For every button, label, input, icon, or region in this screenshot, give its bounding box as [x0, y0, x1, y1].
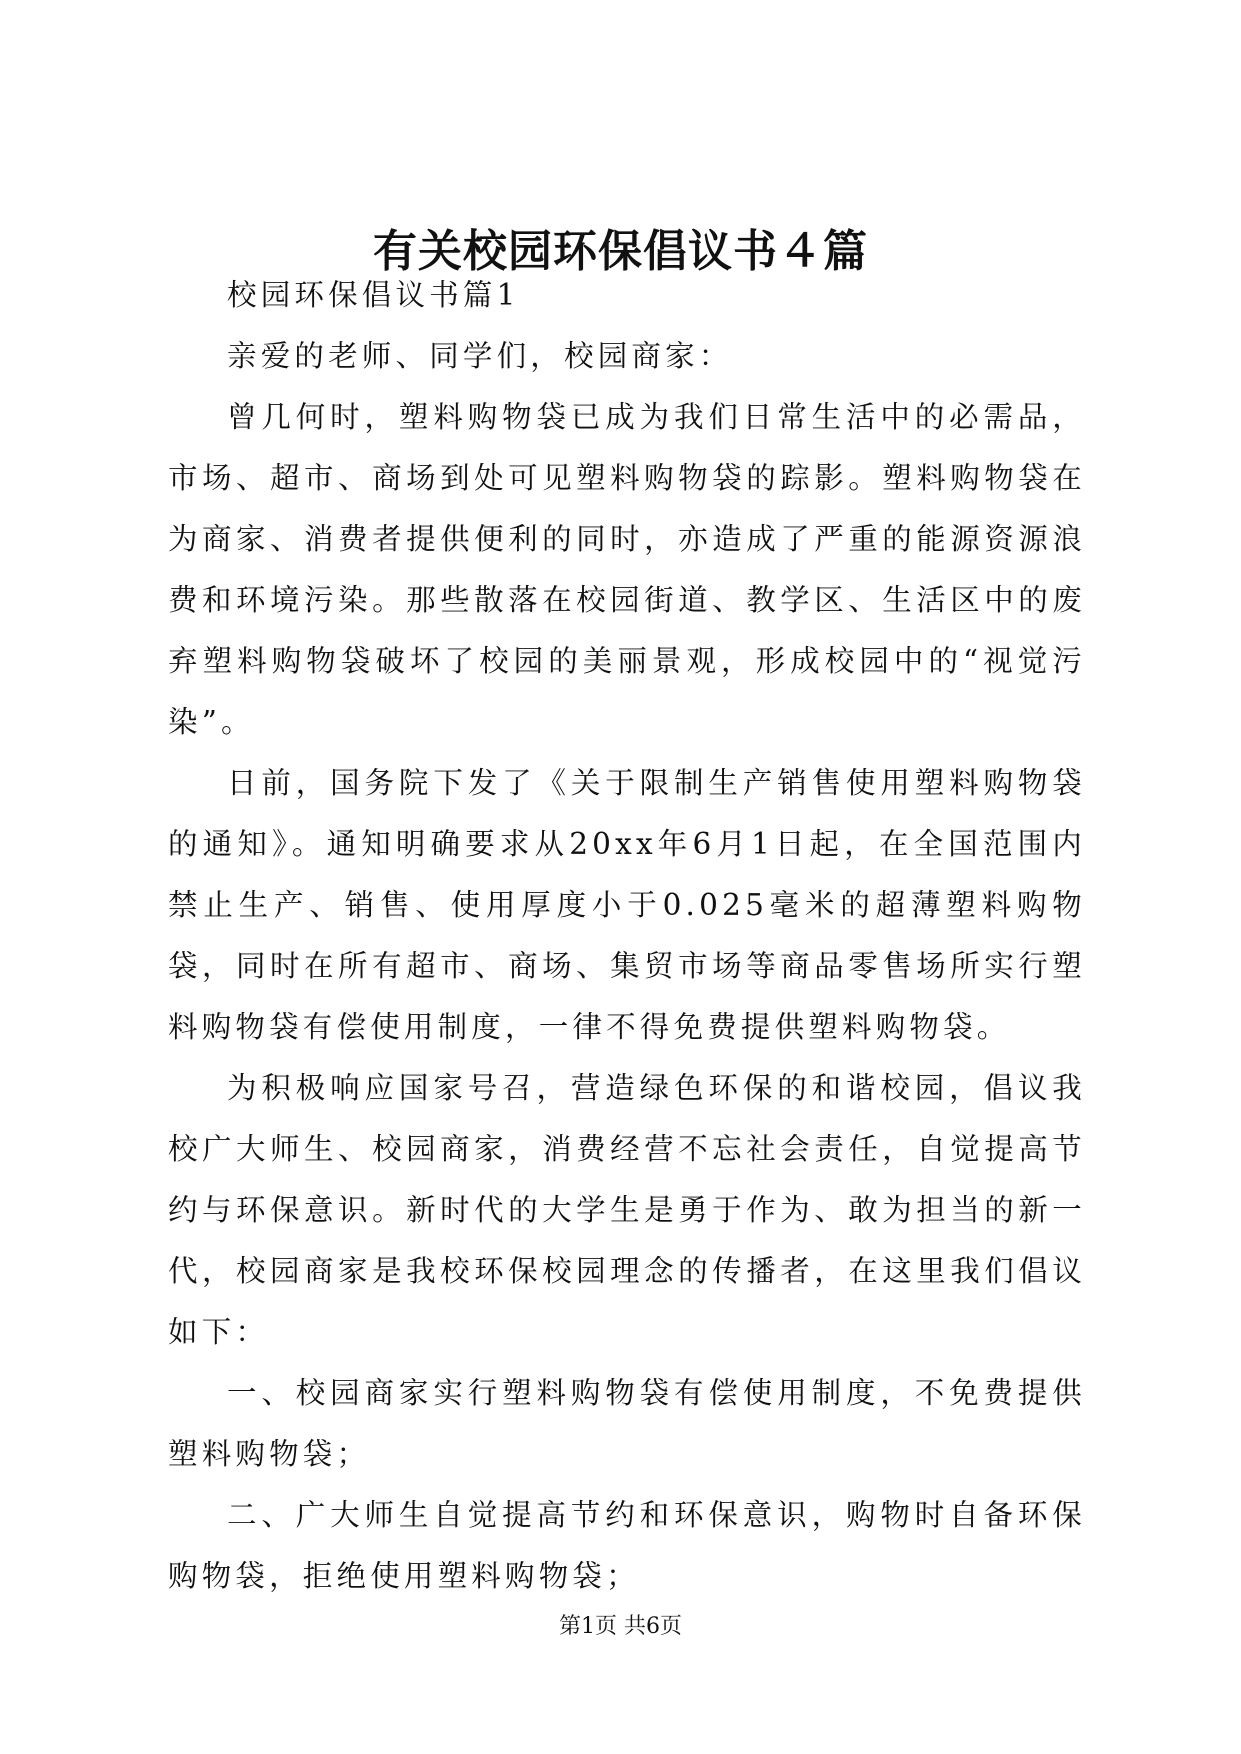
paragraph-background: 曾几何时，塑料购物袋已成为我们日常生活中的必需品，市场、超市、商场到处可见塑料购物袋的踪影。塑料购物袋在为商家、消费者提供便利的同时，亦造成了严重的能源资源浪费和环境污染。那些散落在校园街道、教学区、生活区中的废弃塑料购物袋破坏了校园的美丽景观，形成校园中的“视觉污染”。	[168, 400, 1086, 739]
document-title: 有关校园环保倡议书４篇	[373, 226, 868, 277]
paragraph-notice: 日前，国务院下发了《关于限制生产销售使用塑料购物袋的通知》。通知明确要求从20xx年6月1日起，在全国范围内禁止生产、销售、使用厚度小于0.025毫米的超薄塑料购物袋，同时在所有超市、商场、集贸市场等商品零售场所实行塑料购物袋有偿使用制度，一律不得免费提供塑料购物袋。	[168, 766, 1086, 1044]
proposal-item-2: 二、广大师生自觉提高节约和环保意识，购物时自备环保购物袋，拒绝使用塑料购物袋；	[168, 1498, 1086, 1593]
page-number: 第1页 共6页	[559, 1614, 682, 1639]
proposal-item-1: 一、校园商家实行塑料购物袋有偿使用制度，不免费提供塑料购物袋；	[168, 1376, 1086, 1471]
document-body	[168, 265, 1086, 1607]
salutation: 亲爱的老师、同学们，校园商家：	[227, 339, 733, 373]
section-heading: 校园环保倡议书篇1	[227, 278, 520, 312]
paragraph-call-to-action: 为积极响应国家号召，营造绿色环保的和谐校园，倡议我校广大师生、校园商家，消费经营不忘社会责任，自觉提高节约与环保意识。新时代的大学生是勇于作为、敢为担当的新一代，校园商家是我校环保校园理念的传播者，在这里我们倡议如下：	[168, 1071, 1086, 1349]
